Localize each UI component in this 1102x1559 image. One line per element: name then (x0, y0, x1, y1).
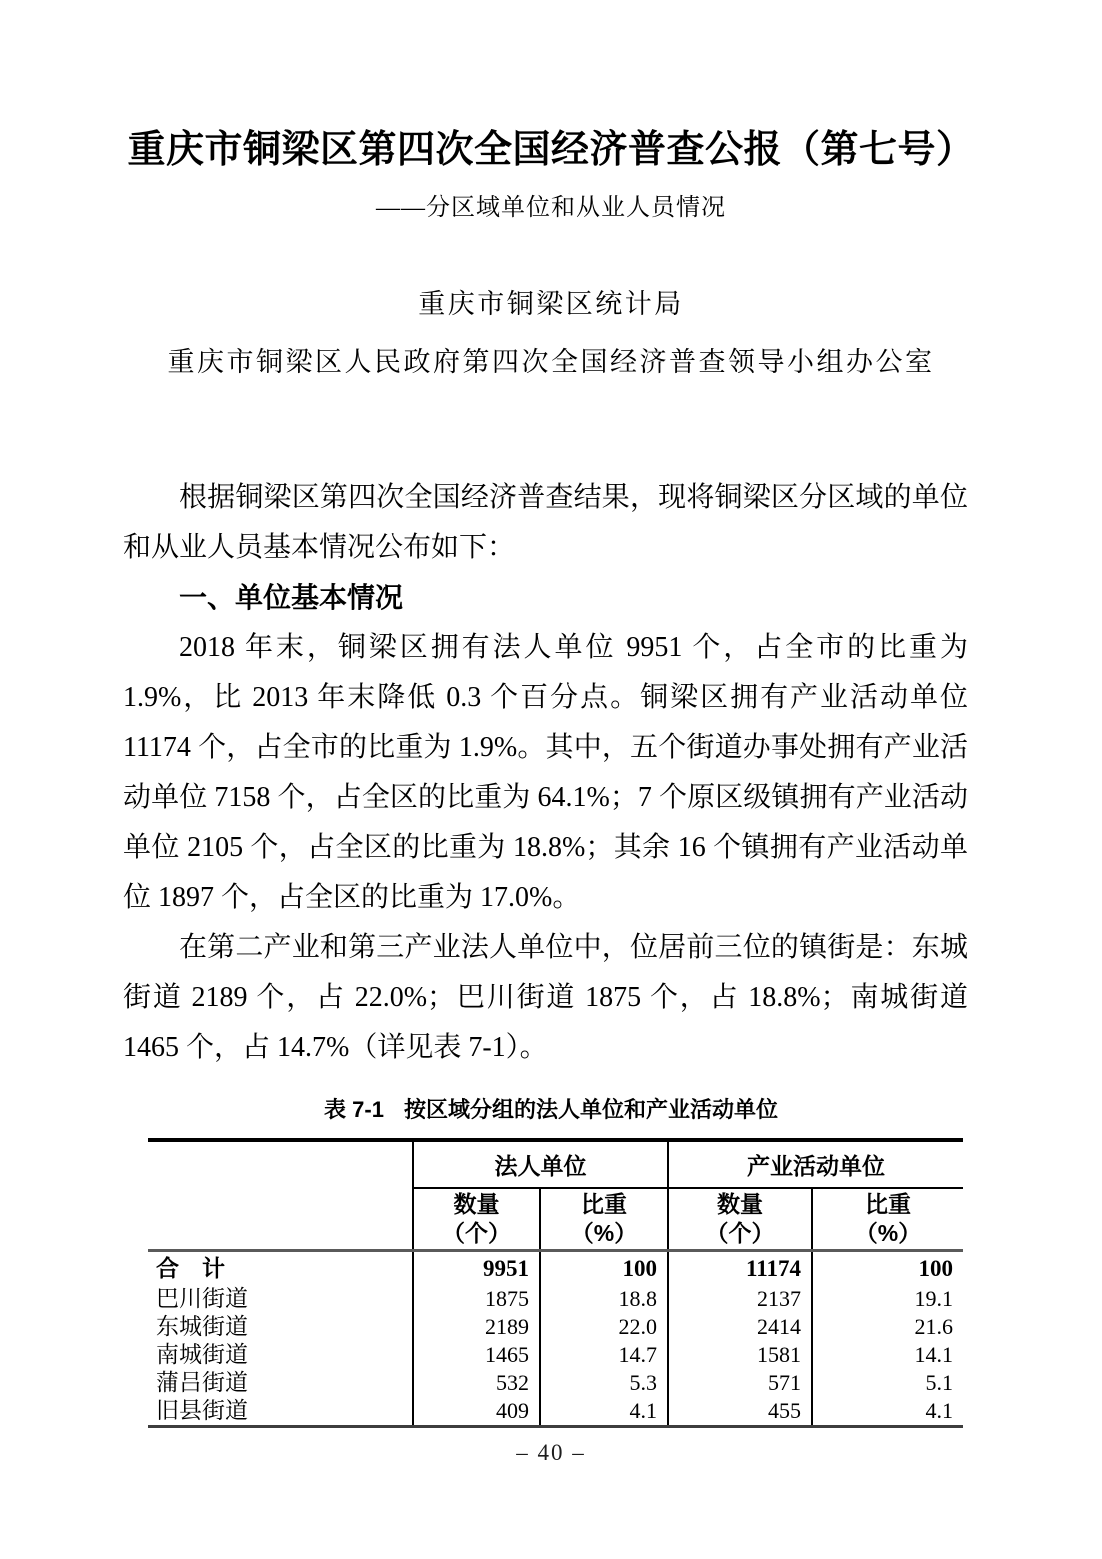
activity-share-cell: 4.1 (925, 1398, 953, 1424)
table-caption (0, 1093, 1102, 1124)
document-title: 重庆市铜梁区第四次全国经济普查公报（第七号） (127, 129, 975, 171)
activity-share-cell: 19.1 (914, 1286, 953, 1312)
units-by-region-table (148, 1138, 963, 1428)
legal-quantity-cell: 9951 (413, 1250, 540, 1285)
legal-share-cell: 22.0 (540, 1313, 668, 1341)
intro-paragraph: 根据铜梁区第四次全国经济普查结果，现将铜梁区分区域的单位和从业人员基本情况公布如下： (123, 482, 968, 564)
legal-share-cell: 18.8 (540, 1285, 668, 1313)
activity-share-cell: 5.1 (925, 1370, 953, 1396)
section-1-heading: 一、单位基本情况 (179, 582, 404, 614)
subheader-legal-share: 比重 （%） (540, 1188, 668, 1250)
region-name-cell: 合 计 (148, 1250, 413, 1285)
activity-share-cell: 100 (918, 1255, 953, 1281)
issuing-agency-secondary: 重庆市铜梁区人民政府第四次全国经济普查领导小组办公室 (167, 347, 935, 378)
table-row-total (148, 1250, 963, 1285)
section-1-paragraph-units: 2018 年末，铜梁区拥有法人单位 9951 个，占全市的比重为 1.9%，比 2013 年末降低 0.3 个百分点。铜梁区拥有产业活动单位 11174 个，占全市的比重为 1.9%。其中，五个街道办事处拥有产业活动单位 7158 个，占全区的比重为 64.1%；7 个原区级镇拥有产业活动单位 2105 个，占全区的比重为 18.8%；其余 16 个镇拥有产业活动单位 1897 个，占全区的比重为 17.0%。 (123, 632, 968, 914)
table-group-header-row (148, 1140, 963, 1188)
issuing-agency-primary: 重庆市铜梁区统计局 (418, 289, 684, 320)
table-row (148, 1285, 963, 1313)
table-row (148, 1341, 963, 1369)
legal-share-cell: 4.1 (540, 1397, 668, 1427)
section-1-paragraph-top3: 在第二产业和第三产业法人单位中，位居前三位的镇街是：东城街道 2189 个，占 22.0%；巴川街道 1875 个，占 18.8%；南城街道 1465 个，占 14.7%（详见表 7-1）。 (123, 932, 968, 1064)
region-name-cell: 巴川街道 (148, 1285, 413, 1313)
table-corner-cell (148, 1140, 413, 1250)
activity-quantity-cell: 571 (668, 1369, 812, 1397)
activity-quantity-cell: 11174 (668, 1250, 812, 1285)
subheader-legal-quantity: 数量 （个） (413, 1188, 540, 1250)
activity-share-cell: 14.1 (914, 1342, 953, 1368)
activity-quantity-cell: 455 (668, 1397, 812, 1427)
region-name-cell: 蒲吕街道 (148, 1369, 413, 1397)
legal-share-cell: 100 (540, 1250, 668, 1285)
table-row (148, 1313, 963, 1341)
legal-share-cell: 14.7 (540, 1341, 668, 1369)
activity-share-cell: 21.6 (914, 1314, 953, 1340)
subheader-activity-share: 比重 （%） (812, 1188, 963, 1250)
activity-quantity-cell: 2414 (668, 1313, 812, 1341)
legal-quantity-cell: 532 (413, 1369, 540, 1397)
legal-quantity-cell: 1875 (413, 1285, 540, 1313)
table-caption-label: 表 7-1 (324, 1097, 384, 1123)
table-row (148, 1369, 963, 1397)
page-number: – 40 – (516, 1440, 586, 1466)
subheader-activity-quantity: 数量 （个） (668, 1188, 812, 1250)
region-name-cell: 南城街道 (148, 1341, 413, 1369)
document-body (123, 473, 968, 1073)
legal-quantity-cell: 1465 (413, 1341, 540, 1369)
activity-quantity-cell: 2137 (668, 1285, 812, 1313)
legal-quantity-cell: 2189 (413, 1313, 540, 1341)
table-caption-text: 按区域分组的法人单位和产业活动单位 (403, 1097, 778, 1123)
table-row (148, 1397, 963, 1427)
legal-share-cell: 5.3 (540, 1369, 668, 1397)
activity-quantity-cell: 1581 (668, 1341, 812, 1369)
legal-quantity-cell: 409 (413, 1397, 540, 1427)
region-name-cell: 东城街道 (148, 1313, 413, 1341)
group-header-activity-units: 产业活动单位 (668, 1140, 963, 1188)
document-subtitle: ——分区域单位和从业人员情况 (376, 195, 726, 222)
region-name-cell: 旧县街道 (148, 1397, 413, 1427)
group-header-legal-units: 法人单位 (413, 1140, 668, 1188)
